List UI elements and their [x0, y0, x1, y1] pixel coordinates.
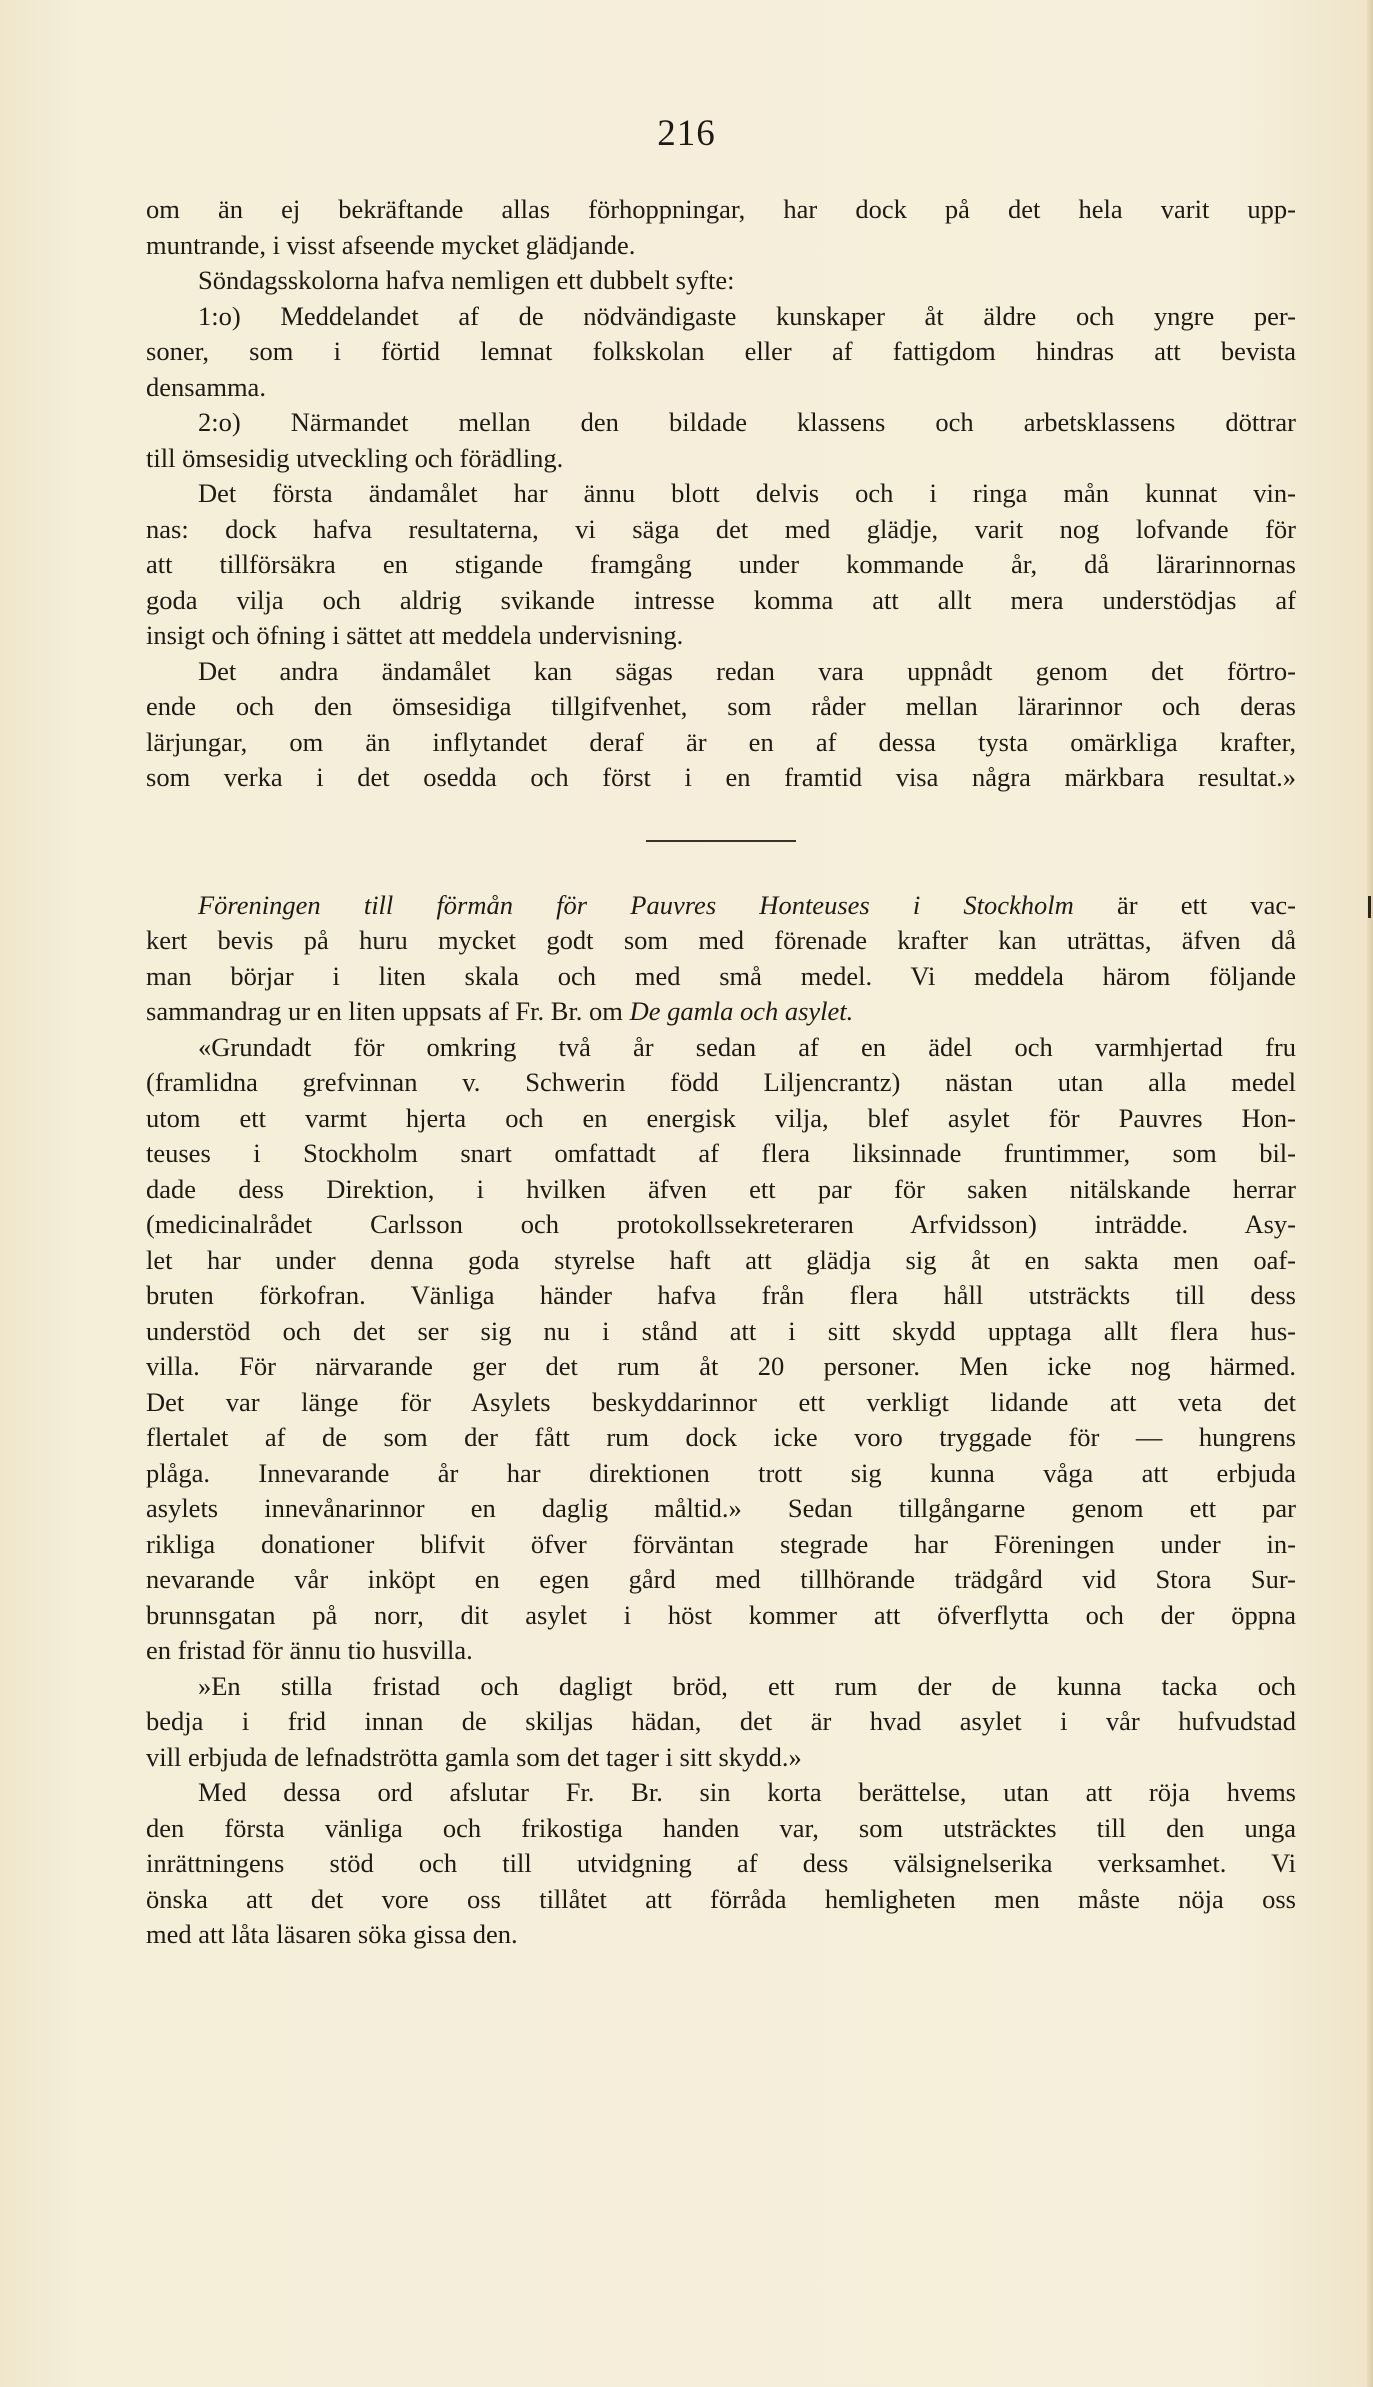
text-span: sammandrag ur en liten uppsats af Fr. Br. om — [146, 996, 630, 1026]
text-line: goda vilja och aldrig svikande intresse komma att allt mera understödjas af — [146, 584, 1296, 615]
text-line: 2:o) Närmandet mellan den bildade klassens och arbetsklassens döttrar — [198, 407, 1296, 437]
text-line: flertalet af de som der fått rum dock icke voro tryggade för — hungrens — [146, 1422, 1296, 1452]
text-line: med att låta läsaren söka gissa den. — [146, 1919, 518, 1949]
text-line: »En stilla fristad och dagligt bröd, ett rum der de kunna tacka och — [198, 1670, 1296, 1701]
text-line: man börjar i liten skala och med små medel. Vi meddela härom följande — [146, 960, 1296, 991]
text-span: är ett vac- — [1073, 889, 1296, 920]
page-number: 216 — [657, 113, 716, 154]
text-line: Det andra ändamålet kan sägas redan vara uppnådt genom det förtro- — [198, 655, 1296, 686]
text-line: asylets innevånarinnor en daglig måltid.» Sedan tillgångarne genom ett par — [146, 1493, 1296, 1523]
text-line: villa. För närvarande ger det rum åt 20 personer. Men icke nog härmed. — [146, 1351, 1296, 1381]
page-edge-shadow — [1367, 0, 1373, 2387]
text-line: Det första ändamålet har ännu blott delvis och i ringa mån kunnat vin- — [198, 478, 1296, 508]
text-line: kert bevis på huru mycket godt som med förenade krafter kan uträttas, äfven då — [146, 925, 1296, 955]
text-line: önska att det vore oss tillåtet att förråda hemligheten men måste nöja oss — [146, 1883, 1296, 1914]
text-line: den första vänliga och frikostiga handen var, som utsträcktes till den unga — [146, 1812, 1296, 1843]
text-line — [146, 994, 1296, 1030]
text-line: om än ej bekräftande allas förhoppningar, har dock på det hela varit upp- — [146, 194, 1296, 224]
text-line: inrättningens stöd och till utvidgning af dess välsignelserika verksamhet. Vi — [146, 1848, 1296, 1878]
text-line: som verka i det osedda och först i en framtid visa några märkbara resultat.» — [146, 762, 1296, 792]
text-line: vill erbjuda de lefnadströtta gamla som det tager i sitt skydd.» — [146, 1741, 802, 1772]
text-line: nevarande vår inköpt en egen gård med tillhörande trädgård vid Stora Sur- — [146, 1564, 1296, 1594]
text-line: dade dess Direktion, i hvilken äfven ett par för saken nitälskande herrar — [146, 1173, 1296, 1204]
body-text — [146, 192, 1296, 1953]
text-line: Det var länge för Asylets beskyddarinnor ett verkligt lidande att veta det — [146, 1386, 1296, 1417]
text-line: att tillförsäkra en stigande framgång under kommande år, då lärarinnornas — [146, 549, 1296, 579]
text-line: till ömsesidig utveckling och förädling. — [146, 442, 564, 473]
text-line: «Grundadt för omkring två år sedan af en ädel och varmhjertad fru — [198, 1031, 1296, 1062]
margin-mark — [1368, 896, 1371, 918]
text-line: insigt och öfning i sättet att meddela undervisning. — [146, 620, 684, 650]
text-line: teuses i Stockholm snart omfattadt af flera liksinnade fruntimmer, som bil- — [146, 1138, 1296, 1168]
text-line: ende och den ömsesidiga tillgifvenhet, som råder mellan lärarinnor och deras — [146, 691, 1296, 721]
text-line: bedja i frid innan de skiljas hädan, det är hvad asylet i vår hufvudstad — [146, 1706, 1296, 1736]
section-divider — [646, 840, 796, 842]
text-line: 1:o) Meddelandet af de nödvändigaste kunskaper åt äldre och yngre per- — [198, 300, 1296, 331]
text-line: muntrande, i visst afseende mycket glädjande. — [146, 229, 636, 260]
text-line: bruten förkofran. Vänliga händer hafva från flera håll utsträckts till dess — [146, 1280, 1296, 1310]
text-line: plåga. Innevarande år har direktionen trott sig kunna våga att erbjuda — [146, 1457, 1296, 1488]
text-line — [146, 888, 1296, 924]
text-line: densamma. — [146, 371, 266, 402]
text-line: brunnsgatan på norr, dit asylet i höst kommer att öfverflytta och der öppna — [146, 1599, 1296, 1630]
text-line: understöd och det ser sig nu i stånd att i sitt skydd upptaga allt flera hus- — [146, 1315, 1296, 1346]
text-line: Söndagsskolorna hafva nemligen ett dubbelt syfte: — [198, 265, 735, 295]
text-line: let har under denna goda styrelse haft att glädja sig åt en sakta men oaf- — [146, 1244, 1296, 1275]
text-line: rikliga donationer blifvit öfver förväntan stegrade har Föreningen under in- — [146, 1528, 1296, 1559]
text-line: Med dessa ord afslutar Fr. Br. sin korta berättelse, utan att röja hvems — [198, 1777, 1296, 1807]
text-line: (medicinalrådet Carlsson och protokollssekreteraren Arfvidsson) inträdde. Asy- — [146, 1209, 1296, 1239]
text-line: soner, som i förtid lemnat folkskolan eller af fattigdom hindras att bevista — [146, 336, 1296, 366]
society-name: Föreningen till förmån för Pauvres Honteuses i Stockholm — [198, 889, 1074, 920]
text-line: en fristad för ännu tio husvilla. — [146, 1635, 473, 1665]
text-line: lärjungar, om än inflytandet deraf är en af dessa tysta omärkliga krafter, — [146, 726, 1296, 757]
essay-title: De gamla och asylet. — [629, 996, 854, 1026]
text-line: utom ett varmt hjerta och en energisk vilja, blef asylet för Pauvres Hon- — [146, 1102, 1296, 1133]
text-line: (framlidna grefvinnan v. Schwerin född Liljencrantz) nästan utan alla medel — [146, 1067, 1296, 1097]
text-line: nas: dock hafva resultaterna, vi säga det med glädje, varit nog lofvande för — [146, 513, 1296, 544]
